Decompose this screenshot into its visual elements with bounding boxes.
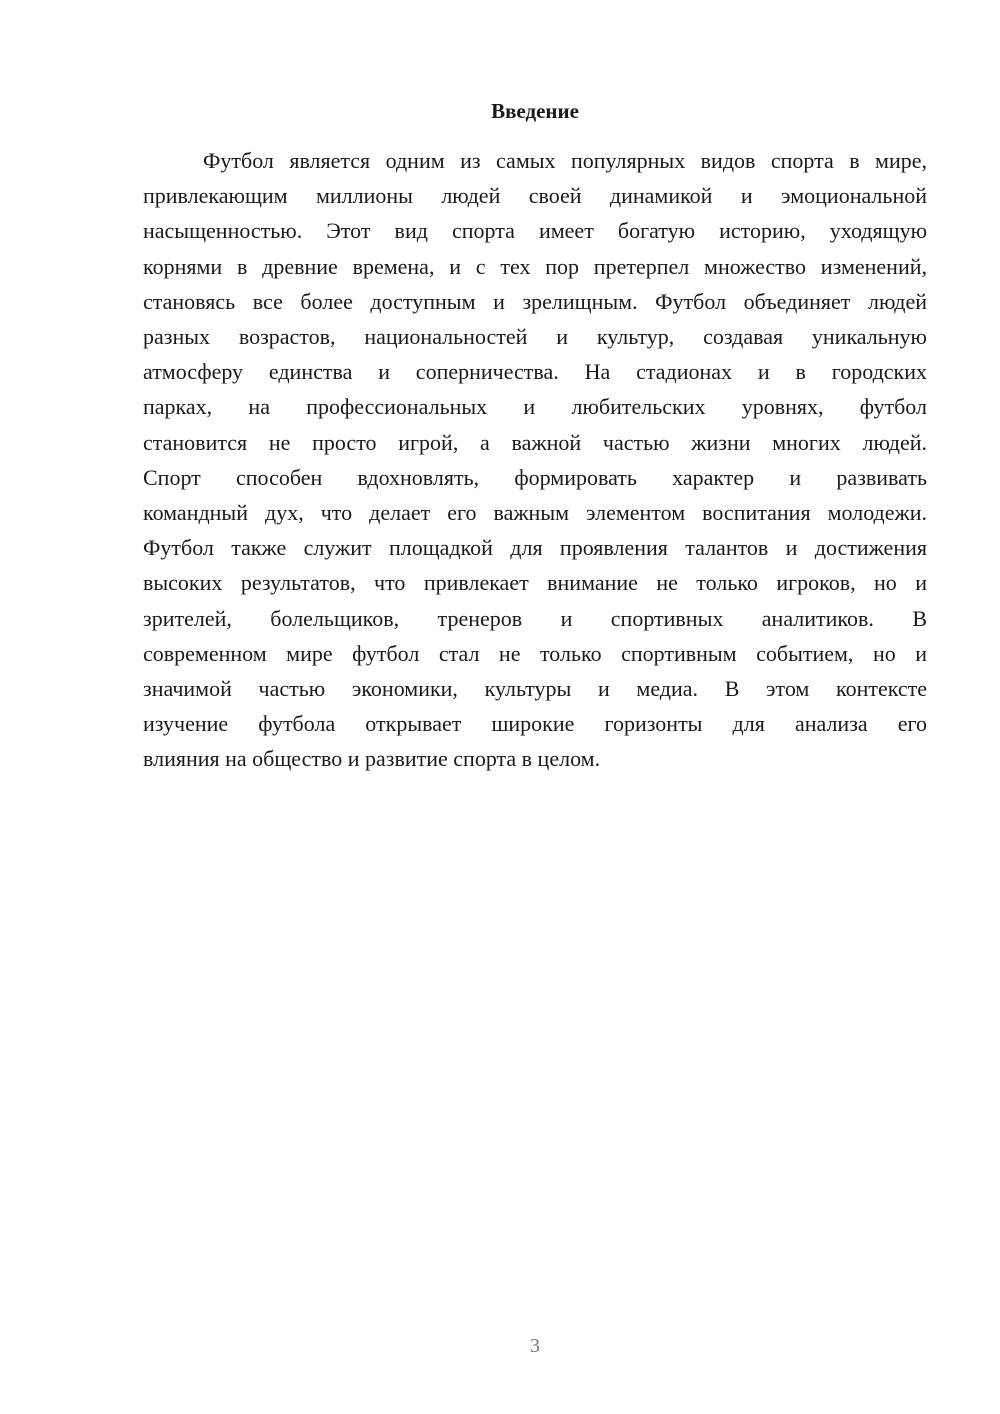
paragraph-line: современном мире футбол стал не только спортивным событием, но и (143, 640, 927, 666)
paragraph-line: разных возрастов, национальностей и культур, создавая уникальную (143, 324, 927, 350)
paragraph-line: становится не просто игрой, а важной частью жизни многих людей. (143, 429, 927, 455)
section-heading: Введение (491, 99, 579, 123)
paragraph-line: Спорт способен вдохновлять, формировать характер и развивать (143, 464, 927, 490)
introduction-paragraph (143, 143, 927, 777)
paragraph-line: насыщенностью. Этот вид спорта имеет богатую историю, уходящую (143, 218, 927, 244)
paragraph-line: командный дух, что делает его важным элементом воспитания молодежи. (143, 500, 927, 526)
paragraph-line: изучение футбола открывает широкие горизонты для анализа его (143, 711, 927, 737)
page-number: 3 (530, 1335, 540, 1357)
paragraph-line: высоких результатов, что привлекает внимание не только игроков, но и (143, 570, 927, 596)
paragraph-line: корнями в древние времена, и с тех пор претерпел множество изменений, (143, 253, 927, 279)
paragraph-line: становясь все более доступным и зрелищным. Футбол объединяет людей (143, 288, 927, 314)
paragraph-line: парках, на профессиональных и любительских уровнях, футбол (143, 394, 927, 420)
paragraph-line: влияния на общество и развитие спорта в целом. (143, 746, 601, 772)
paragraph-line: атмосферу единства и соперничества. На стадионах и в городских (143, 359, 927, 385)
paragraph-line: привлекающим миллионы людей своей динамикой и эмоциональной (143, 183, 927, 209)
paragraph-line: Футбол также служит площадкой для проявления талантов и достижения (143, 535, 927, 561)
paragraph-line: зрителей, болельщиков, тренеров и спортивных аналитиков. В (143, 605, 927, 631)
paragraph-line: значимой частью экономики, культуры и медиа. В этом контексте (143, 676, 927, 702)
paragraph-line: Футбол является одним из самых популярных видов спорта в мире, (203, 148, 927, 173)
